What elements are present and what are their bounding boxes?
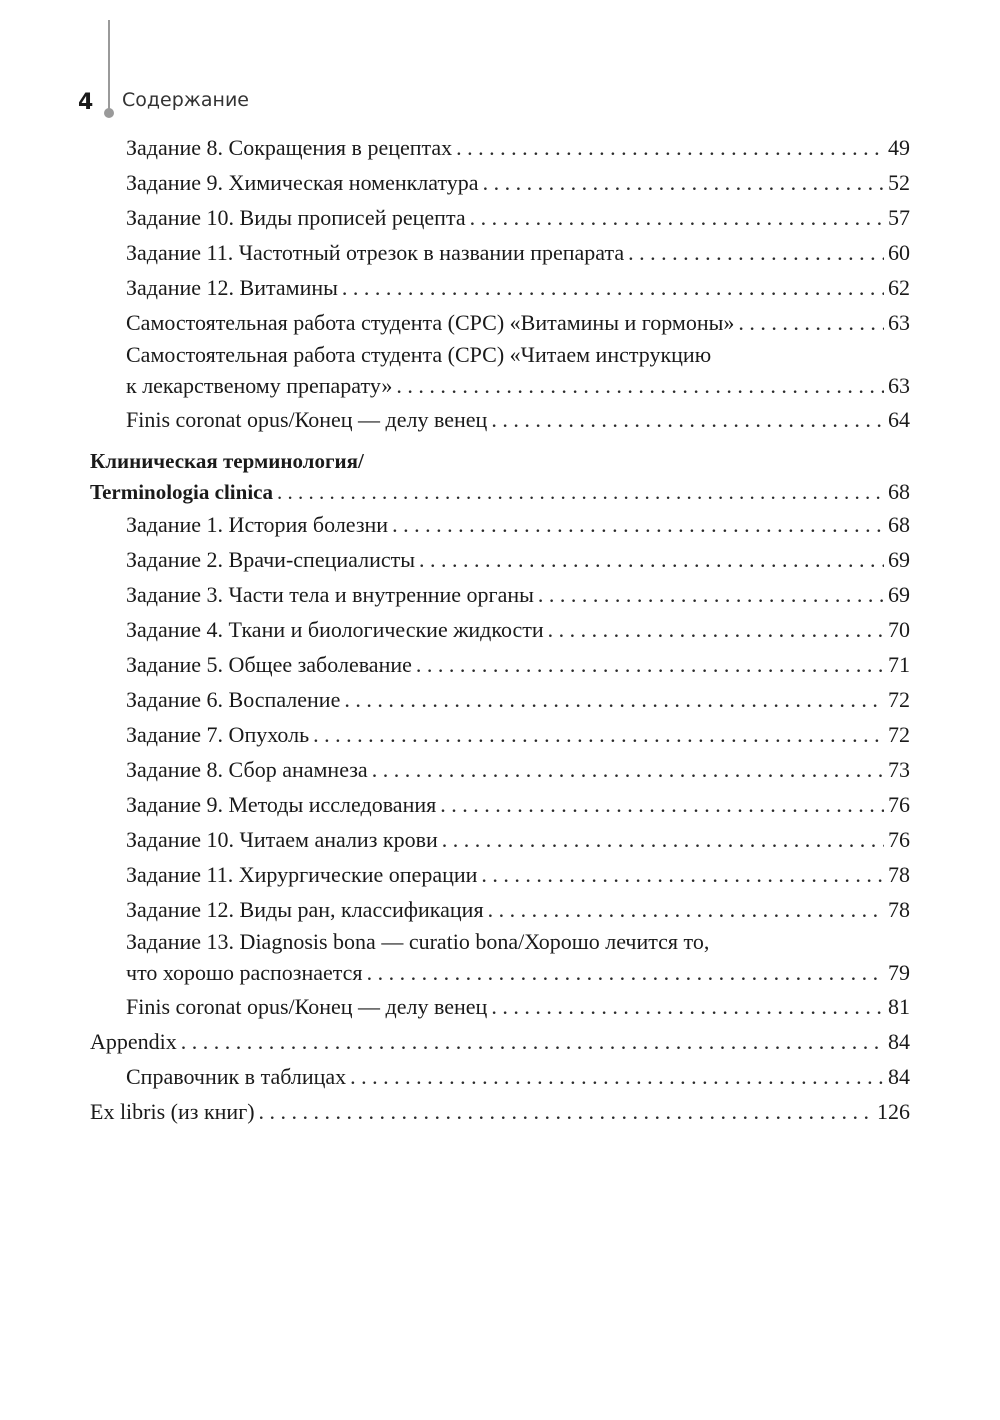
section-title-line2: Terminologia clinica bbox=[90, 480, 273, 504]
toc-entry[interactable] bbox=[90, 200, 910, 235]
toc-entry-page: 81 bbox=[888, 994, 910, 1019]
toc-entry-page: 69 bbox=[888, 547, 910, 572]
toc-entry-page: 72 bbox=[888, 722, 910, 747]
section-title-line1: Клиническая терминология/ bbox=[90, 449, 364, 473]
toc-entry[interactable] bbox=[90, 305, 910, 340]
toc-entry[interactable] bbox=[90, 270, 910, 305]
toc-entry-title-line2: к лекарственому препарату» bbox=[126, 373, 393, 398]
section-page: 68 bbox=[888, 479, 910, 504]
toc-entry-title: Ex libris (из книг) bbox=[90, 1099, 255, 1124]
toc-entry-title: Задание 5. Общее заболевание bbox=[126, 652, 412, 677]
header-rule bbox=[108, 20, 110, 112]
toc-entry-title: Задание 3. Части тела и внутренние органы bbox=[126, 582, 534, 607]
table-of-contents bbox=[90, 130, 910, 1129]
dot-leader bbox=[481, 857, 884, 892]
dot-leader bbox=[392, 507, 884, 542]
toc-entry-page: 79 bbox=[888, 960, 910, 985]
dot-leader bbox=[456, 130, 884, 165]
dot-leader bbox=[416, 647, 884, 682]
dot-leader bbox=[491, 989, 884, 1024]
dot-leader bbox=[367, 957, 884, 989]
toc-entry-title-line1: Задание 13. Diagnosis bona — curatio bona/Хорошо лечится то, bbox=[126, 929, 710, 954]
dot-leader bbox=[396, 370, 884, 402]
toc-entry-title-line2: что хорошо распознается bbox=[126, 960, 363, 985]
dot-leader bbox=[738, 305, 884, 340]
toc-entry-page: 69 bbox=[888, 582, 910, 607]
toc-entry-title: Задание 12. Виды ран, классификация bbox=[126, 897, 484, 922]
toc-entry-title: Задание 8. Сокращения в рецептах bbox=[126, 135, 453, 160]
toc-entry[interactable] bbox=[90, 647, 910, 682]
toc-entry[interactable] bbox=[90, 752, 910, 787]
toc-entry-page: 84 bbox=[888, 1064, 910, 1089]
dot-leader bbox=[483, 165, 884, 200]
toc-entry[interactable] bbox=[90, 507, 910, 542]
toc-entry-title-line1: Самостоятельная работа студента (СРС) «Читаем инструкцию bbox=[126, 342, 712, 367]
toc-entry-appendix[interactable] bbox=[90, 1024, 910, 1059]
toc-entry-title: Задание 9. Химическая номенклатура bbox=[126, 170, 479, 195]
header-dot bbox=[104, 108, 114, 118]
dot-leader bbox=[277, 477, 884, 507]
toc-entry[interactable] bbox=[90, 542, 910, 577]
page-number: 4 bbox=[78, 90, 94, 115]
toc-entry[interactable] bbox=[90, 682, 910, 717]
toc-entry-title: Appendix bbox=[90, 1029, 177, 1054]
dot-leader bbox=[259, 1094, 873, 1129]
toc-entry-title: Задание 11. Хирургические операции bbox=[126, 862, 478, 887]
toc-entry-title: Finis coronat opus/Конец — делу венец bbox=[126, 407, 488, 432]
toc-entry-page: 60 bbox=[888, 240, 910, 265]
toc-entry[interactable] bbox=[90, 717, 910, 752]
dot-leader bbox=[313, 717, 884, 752]
toc-entry-title: Задание 1. История болезни bbox=[126, 512, 389, 537]
toc-entry[interactable] bbox=[90, 1059, 910, 1094]
toc-entry-multiline[interactable] bbox=[90, 340, 910, 402]
dot-leader bbox=[488, 892, 884, 927]
toc-entry-title: Задание 7. Опухоль bbox=[126, 722, 310, 747]
toc-entry[interactable] bbox=[90, 822, 910, 857]
toc-entry-ex-libris[interactable] bbox=[90, 1094, 910, 1129]
dot-leader bbox=[440, 787, 884, 822]
toc-entry[interactable] bbox=[90, 787, 910, 822]
toc-entry-title: Задание 11. Частотный отрезок в названии препарата bbox=[126, 240, 625, 265]
dot-leader bbox=[344, 682, 884, 717]
toc-entry[interactable] bbox=[90, 612, 910, 647]
toc-entry-page: 73 bbox=[888, 757, 910, 782]
toc-entry[interactable] bbox=[90, 402, 910, 437]
toc-entry-page: 78 bbox=[888, 862, 910, 887]
toc-entry[interactable] bbox=[90, 857, 910, 892]
toc-entry-page: 52 bbox=[888, 170, 910, 195]
running-title: Содержание bbox=[122, 89, 249, 111]
toc-entry-page: 71 bbox=[888, 652, 910, 677]
dot-leader bbox=[372, 752, 884, 787]
toc-entry-page: 78 bbox=[888, 897, 910, 922]
toc-entry-page: 76 bbox=[888, 792, 910, 817]
toc-entry-title: Задание 2. Врачи-специалисты bbox=[126, 547, 415, 572]
toc-entry-title: Finis coronat opus/Конец — делу венец bbox=[126, 994, 488, 1019]
dot-leader bbox=[350, 1059, 884, 1094]
toc-entry-page: 49 bbox=[888, 135, 910, 160]
dot-leader bbox=[470, 200, 884, 235]
dot-leader bbox=[548, 612, 884, 647]
toc-entry-page: 70 bbox=[888, 617, 910, 642]
toc-entry-page: 84 bbox=[888, 1029, 910, 1054]
toc-entry-page: 64 bbox=[888, 407, 910, 432]
toc-entry[interactable] bbox=[90, 130, 910, 165]
toc-entry-title: Задание 10. Виды прописей рецепта bbox=[126, 205, 466, 230]
dot-leader bbox=[342, 270, 884, 305]
toc-entry-title: Задание 4. Ткани и биологические жидкости bbox=[126, 617, 544, 642]
toc-entry-title: Задание 8. Сбор анамнеза bbox=[126, 757, 368, 782]
toc-entry[interactable] bbox=[90, 892, 910, 927]
toc-entry[interactable] bbox=[90, 235, 910, 270]
toc-entry[interactable] bbox=[90, 165, 910, 200]
toc-entry-title: Самостоятельная работа студента (СРС) «Витамины и гормоны» bbox=[126, 310, 735, 335]
toc-entry-title: Задание 9. Методы исследования bbox=[126, 792, 437, 817]
dot-leader bbox=[181, 1024, 884, 1059]
toc-section-heading[interactable] bbox=[90, 445, 910, 507]
toc-entry-title: Справочник в таблицах bbox=[126, 1064, 347, 1089]
toc-entry-page: 68 bbox=[888, 512, 910, 537]
toc-entry-title: Задание 10. Читаем анализ крови bbox=[126, 827, 438, 852]
toc-entry[interactable] bbox=[90, 989, 910, 1024]
dot-leader bbox=[628, 235, 884, 270]
dot-leader bbox=[491, 402, 884, 437]
toc-entry-multiline[interactable] bbox=[90, 927, 910, 989]
toc-entry-title: Задание 6. Воспаление bbox=[126, 687, 341, 712]
toc-entry-page: 63 bbox=[888, 373, 910, 398]
toc-entry-page: 62 bbox=[888, 275, 910, 300]
toc-entry-title: Задание 12. Витамины bbox=[126, 275, 338, 300]
dot-leader bbox=[419, 542, 884, 577]
toc-entry-page: 57 bbox=[888, 205, 910, 230]
toc-entry-page: 126 bbox=[877, 1099, 910, 1124]
toc-entry-page: 72 bbox=[888, 687, 910, 712]
toc-entry-page: 76 bbox=[888, 827, 910, 852]
toc-entry[interactable] bbox=[90, 577, 910, 612]
dot-leader bbox=[442, 822, 884, 857]
toc-entry-page: 63 bbox=[888, 310, 910, 335]
dot-leader bbox=[538, 577, 884, 612]
